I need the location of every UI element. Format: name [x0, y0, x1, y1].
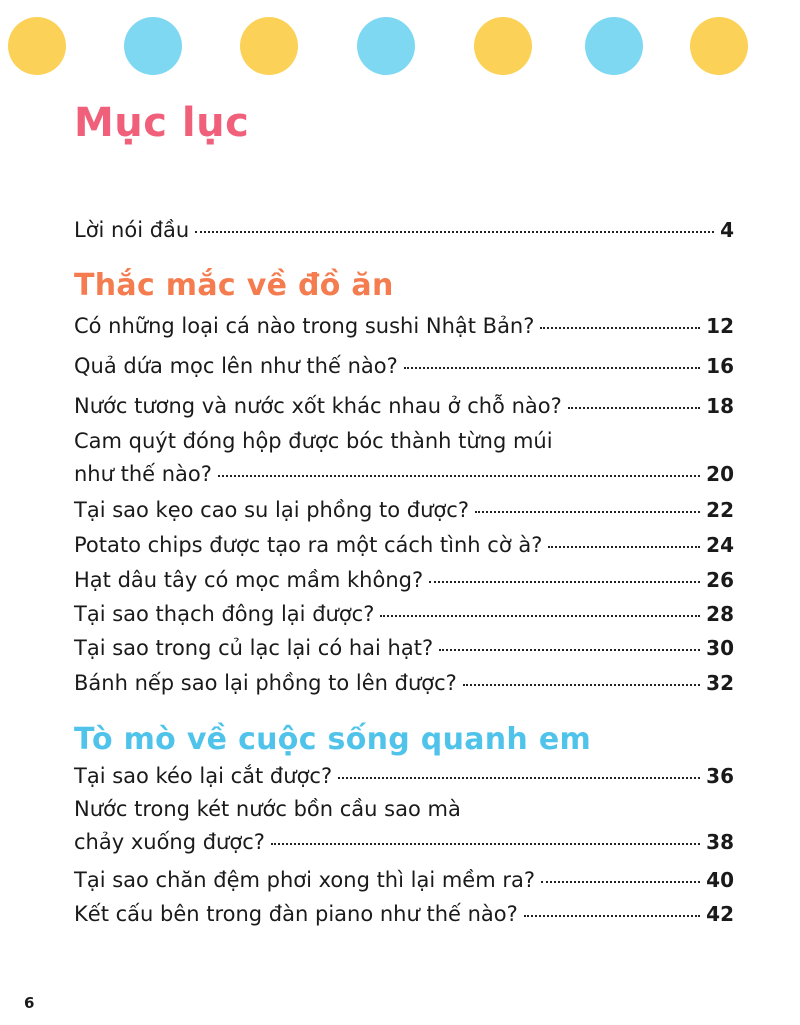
- toc-entry-label: Kết cấu bên trong đàn piano như thế nào?: [74, 902, 518, 926]
- blue-dot: [124, 17, 182, 75]
- toc-entry-label: Hạt dâu tây có mọc mầm không?: [74, 568, 424, 592]
- toc-entry-label: Tại sao kéo lại cắt được?: [74, 764, 333, 788]
- toc-entry-label: chảy xuống được?: [74, 830, 265, 854]
- dot-leader: [380, 615, 700, 617]
- toc-entry[interactable]: [74, 460, 734, 488]
- toc-entry[interactable]: [74, 866, 734, 894]
- yellow-dot: [690, 17, 748, 75]
- toc-entry[interactable]: [74, 634, 734, 662]
- toc-entry-label-line1[interactable]: Cam quýt đóng hộp được bóc thành từng múi: [74, 429, 553, 453]
- toc-entry-page: 26: [706, 568, 734, 592]
- toc-entry[interactable]: [74, 828, 734, 856]
- toc-entry-page: 18: [706, 394, 734, 418]
- toc-entry-page: 12: [706, 314, 734, 338]
- dot-leader: [568, 407, 700, 409]
- toc-entry[interactable]: [74, 352, 734, 380]
- toc-entry-label: như thế nào?: [74, 462, 212, 486]
- blue-dot: [585, 17, 643, 75]
- toc-entry-page: 16: [706, 354, 734, 378]
- toc-entry[interactable]: [74, 900, 734, 928]
- toc-entry[interactable]: [74, 762, 734, 790]
- yellow-dot: [240, 17, 298, 75]
- toc-entry-page: 4: [720, 218, 734, 242]
- toc-entry-page: 32: [706, 671, 734, 695]
- page-title: Mục lục: [74, 100, 250, 146]
- toc-entry-page: 22: [706, 498, 734, 522]
- dot-leader: [271, 843, 700, 845]
- toc-entry-page: 30: [706, 636, 734, 660]
- toc-entry[interactable]: [74, 531, 734, 559]
- dot-leader: [524, 915, 700, 917]
- toc-entry[interactable]: [74, 669, 734, 697]
- toc-entry-label: Tại sao kẹo cao su lại phồng to được?: [74, 498, 469, 522]
- yellow-dot: [474, 17, 532, 75]
- toc-entry-label: Quả dứa mọc lên như thế nào?: [74, 354, 398, 378]
- blue-dot: [357, 17, 415, 75]
- page-number: 6: [24, 994, 35, 1012]
- dot-leader: [429, 581, 700, 583]
- toc-entry-label: Bánh nếp sao lại phồng to lên được?: [74, 671, 457, 695]
- toc-entry-label: Lời nói đầu: [74, 218, 190, 242]
- section-title-daily-life: Tò mò về cuộc sống quanh em: [74, 722, 592, 757]
- toc-entry-preface[interactable]: [74, 216, 734, 244]
- dot-leader: [338, 777, 700, 779]
- dot-leader: [548, 546, 700, 548]
- dot-leader: [475, 511, 700, 513]
- dot-leader: [195, 231, 714, 233]
- decorative-dots: [0, 0, 800, 90]
- dot-leader: [218, 475, 700, 477]
- toc-entry-label: Tại sao thạch đông lại được?: [74, 602, 375, 626]
- toc-entry-label: Có những loại cá nào trong sushi Nhật Bản?: [74, 314, 535, 338]
- toc-entry-page: 40: [706, 868, 734, 892]
- toc-entry[interactable]: [74, 392, 734, 420]
- dot-leader: [541, 881, 700, 883]
- toc-entry-label: Tại sao chăn đệm phơi xong thì lại mềm ra?: [74, 868, 535, 892]
- toc-entry-page: 42: [706, 902, 734, 926]
- toc-entry[interactable]: [74, 312, 734, 340]
- toc-entry[interactable]: [74, 566, 734, 594]
- yellow-dot: [8, 17, 66, 75]
- toc-entry-label: Potato chips được tạo ra một cách tình cờ à?: [74, 533, 543, 557]
- toc-entry-label: Nước tương và nước xốt khác nhau ở chỗ nào?: [74, 394, 562, 418]
- dot-leader: [540, 327, 700, 329]
- dot-leader: [439, 649, 700, 651]
- toc-entry-label-line1[interactable]: Nước trong két nước bồn cầu sao mà: [74, 797, 461, 821]
- dot-leader: [463, 684, 700, 686]
- toc-entry-page: 36: [706, 764, 734, 788]
- dot-leader: [404, 367, 700, 369]
- toc-entry-page: 28: [706, 602, 734, 626]
- toc-entry-label: Tại sao trong củ lạc lại có hai hạt?: [74, 636, 434, 660]
- section-title-food: Thắc mắc về đồ ăn: [74, 268, 394, 303]
- toc-entry[interactable]: [74, 600, 734, 628]
- toc-entry-page: 20: [706, 462, 734, 486]
- toc-entry-page: 24: [706, 533, 734, 557]
- toc-entry-page: 38: [706, 830, 734, 854]
- toc-entry[interactable]: [74, 496, 734, 524]
